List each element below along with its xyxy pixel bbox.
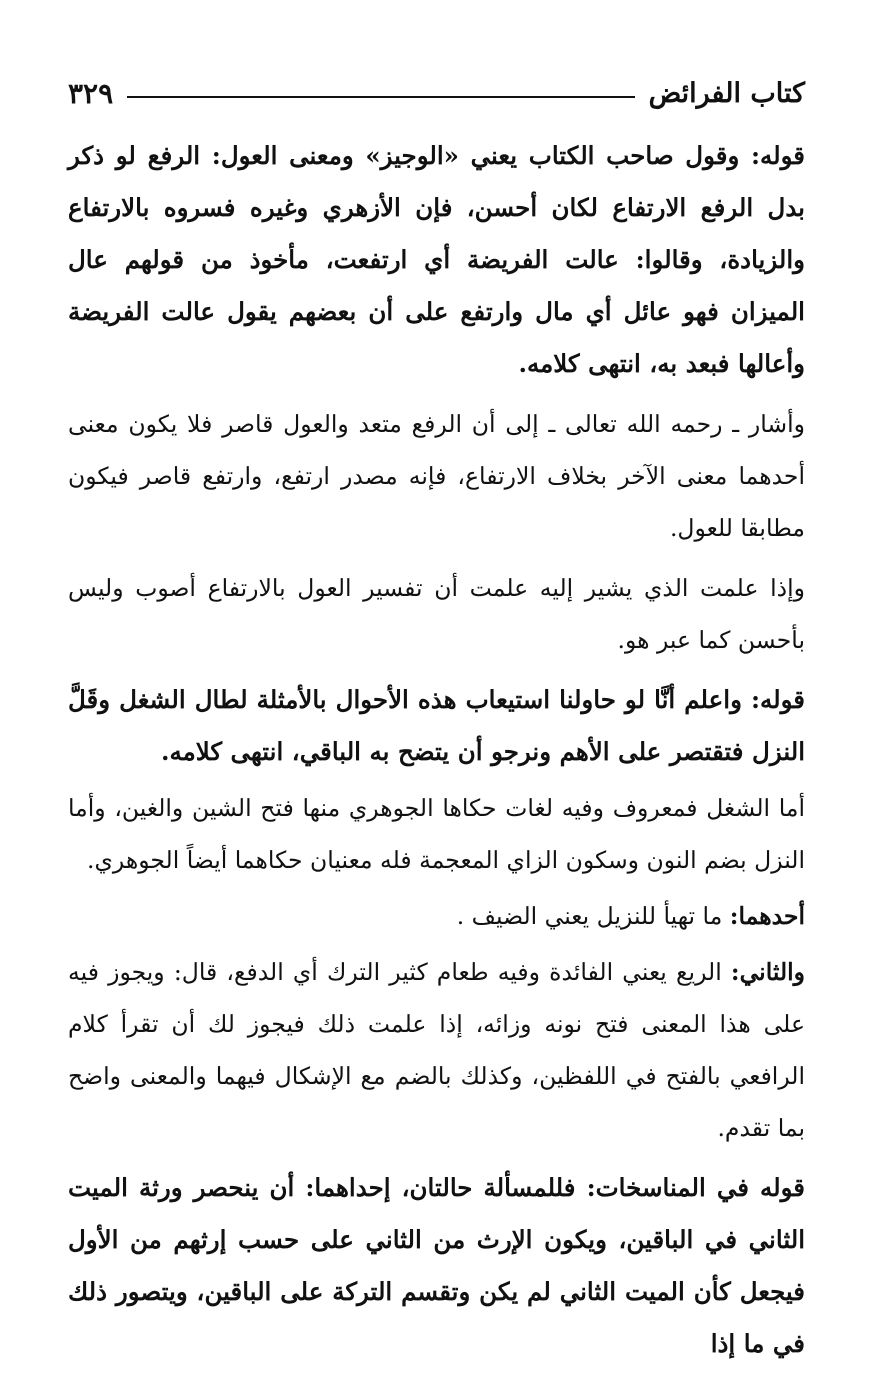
- chapter-title: كتاب الفرائض: [648, 77, 805, 109]
- paragraph-4: [68, 674, 805, 778]
- paragraph-6: [68, 890, 805, 942]
- paragraph-3: [68, 562, 805, 666]
- paragraph-5-text: أما الشغل فمعروف وفيه لغات حكاها الجوهري منها فتح الشين والغين، وأما النزل بضم النون وسكون الزاي المعجمة فله معنيان حكاهما أيضاً الجوهري.: [68, 794, 805, 874]
- paragraph-1-text: قوله: وقول صاحب الكتاب يعني «الوجيز» ومعنى العول: الرفع لو ذكر بدل الرفع الارتفاع لكان أحسن، فإن الأزهري وغيره فسروه بالارتفاع والزيادة، وقالوا: عالت الفريضة أي ارتفعت، مأخوذ من قولهم عال الميزان فهو عائل أي مال وارتفع على أن بعضهم يقول عالت الفريضة وأعالها فبعد به، انتهى كلامه.: [68, 141, 805, 378]
- page-number: ٣٢٩: [68, 76, 114, 110]
- paragraph-2: [68, 398, 805, 554]
- running-header: [68, 70, 805, 116]
- paragraph-6-lead: أحدهما:: [729, 902, 805, 930]
- paragraph-5: [68, 782, 805, 886]
- paragraph-1: [68, 130, 805, 390]
- paragraph-2-text: وأشار ـ رحمه الله تعالى ـ إلى أن الرفع متعد والعول قاصر فلا يكون معنى أحدهما معنى الآخر بخلاف الارتفاع، فإنه مصدر ارتفع، وارتفع قاصر فيكون مطابقا للعول.: [68, 410, 805, 542]
- paragraph-4-text: قوله: واعلم أنَّا لو حاولنا استيعاب هذه الأحوال بالأمثلة لطال الشغل وقَلَّ النزل فتقتصر على الأهم ونرجو أن يتضح به الباقي، انتهى كلامه.: [68, 685, 805, 766]
- paragraph-7-text: الريع يعني الفائدة وفيه طعام كثير الترك أي الدفع، قال: ويجوز فيه على هذا المعنى فتح نونه وزائه، إذا علمت ذلك فيجوز لك أن تقرأ كلام الرافعي بالفتح في اللفظين، وكذلك بالضم مع الإشكال فيهما والمعنى واضح بما تقدم.: [68, 958, 805, 1142]
- document-page: [68, 70, 805, 1370]
- paragraph-8: [68, 1162, 805, 1370]
- paragraph-8-text: قوله في المناسخات: فللمسألة حالتان، إحداهما: أن ينحصر ورثة الميت الثاني في الباقين، ويكون الإرث من الثاني على حسب إرثهم من الأول فيجعل كأن الميت الثاني لم يكن وتقسم التركة على الباقين، ويتصور ذلك في ما إذا: [68, 1173, 805, 1358]
- header-rule: [127, 96, 634, 98]
- paragraph-6-text: ما تهيأ للنزيل يعني الضيف .: [456, 902, 730, 930]
- paragraph-7-lead: والثاني:: [730, 958, 805, 986]
- paragraph-3-text: وإذا علمت الذي يشير إليه علمت أن تفسير العول بالارتفاع أصوب وليس بأحسن كما عبر هو.: [68, 574, 805, 654]
- paragraph-7: [68, 946, 805, 1154]
